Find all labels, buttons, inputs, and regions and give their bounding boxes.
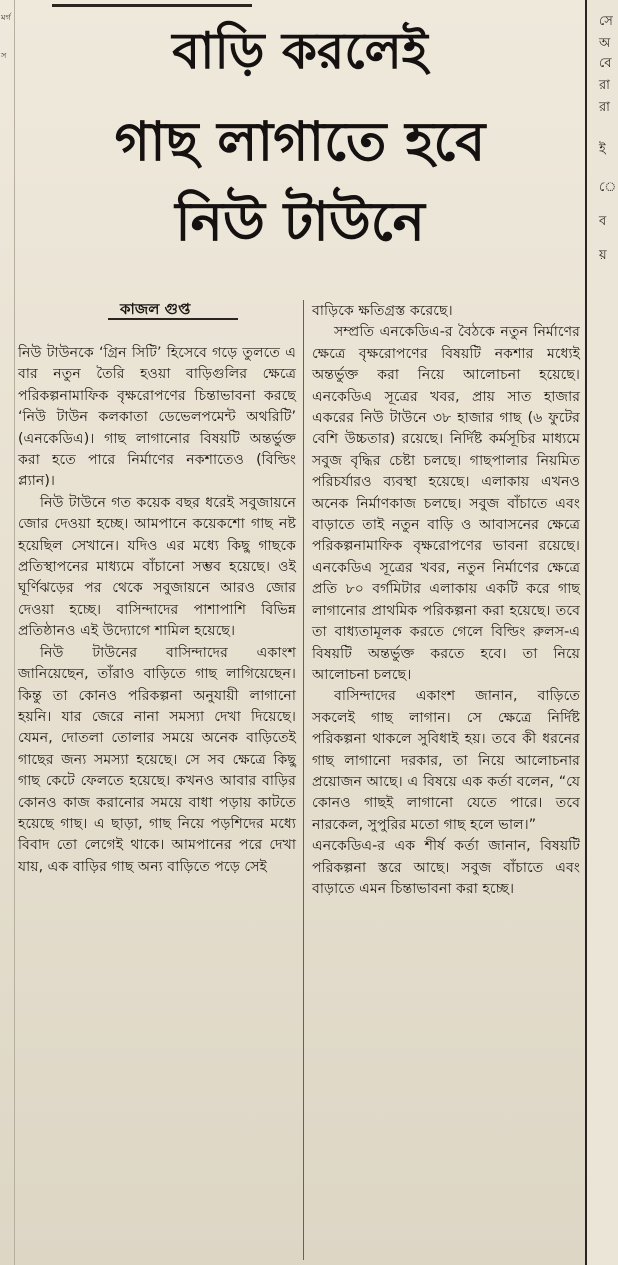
headline-line-2: গাছ লাগাতে হবে [114,110,486,173]
right-strip-fragment: য় [599,248,607,263]
paragraph: এনকেডিএ-র এক শীর্ষ কর্তা জানান, বিষয়টি পরিকল্পনা স্তরে আছে। সবুজ বাঁচাতে এবং বাড়াতে এমন চিন্তাভাবনা করা হচ্ছে। [312,838,580,897]
right-strip-fragment: সে [599,14,613,29]
left-strip-fragment: স [1,51,7,60]
right-strip-fragment: ে [599,180,617,195]
adjacent-column-left [0,0,15,1265]
paragraph: নিউ টাউনে গত কয়েক বছর ধরেই সবুজায়নে জোর দেওয়া হচ্ছে। আমপানে কয়েকশো গাছ নষ্ট হয়েছিল সেখানে। যদিও এর মধ্যে কিছু গাছকে প্রতিস্থাপনের মাধ্যমে বাঁচানো সম্ভব হয়েছে। ওই ঘূর্ণিঝড়ের পর থেকে সবুজায়নে আরও জোর দেওয়া হচ্ছে। বাসিন্দাদের পাশাপাশি বিভিন্ন প্রতিষ্ঠানও এই উদ্যোগে শামিল হয়েছে। [18,494,296,640]
article-column-left [18,343,296,878]
right-strip-fragment: ব [599,214,607,229]
right-strip-fragment: বে [599,56,612,71]
paragraph: বাসিন্দাদের একাংশ জানান, বাড়িতে সকলেই গাছ লাগান। সে ক্ষেত্রে নির্দিষ্ট পরিকল্পনা থাকলে সুবিধাই হয়। তবে কী ধরনের গাছ লাগানো দরকার, তা নিয়ে আলোচনার প্রয়োজন আছে। এ বিষয়ে এক কর্তা বলেন, “যে কোনও গাছই লাগানো যেতে পারে। তবে নারকেল, সুপুরির মতো গাছ হলে ভাল।” [312,688,580,833]
paragraph: নিউ টাউনের বাসিন্দাদের একাংশ জানিয়েছেন, তাঁরাও বাড়িতে গাছ লাগিয়েছেন। কিন্তু তা কোনও পরিকল্পনা অনুযায়ী লাগানো হয়নি। যার জেরে নানা সমস্যা দেখা দিয়েছে। যেমন, দোতলা তোলার সময়ে অনেক বাড়িতেই গাছের জন্য সমস্যা হয়েছে। সে সব ক্ষেত্রে কিছু গাছ কেটে ফেলতে হয়েছে। কখনও আবার বাড়ির কোনও কাজ করানোর সময়ে বাধা পড়ায় কাটতে হয়েছে গাছ। এ ছাড়া, গাছ নিয়ে পড়শিদের মধ্যে বিবাদ তো লেগেই থাকে। আমপানের পরে দেখা যায়, এক বাড়ির গাছ অন্য বাড়িতে পড়ে সেই [18,644,296,875]
byline: কাজল গুপ্ত [120,300,191,318]
top-rule [52,4,252,7]
headline-line-1: বাড়ি করলেই [172,22,428,80]
paragraph: নিউ টাউনকে ‘গ্রিন সিটি’ হিসেবে গড়ে তুলতে এ বার নতুন তৈরি হওয়া বাড়িগুলির ক্ষেত্রে পরিকল্পনামাফিক বৃক্ষরোপণের চিন্তাভাবনা করছে ‘নিউ টাউন কলকাতা ডেভেলপমেন্ট অথরিটি’ (এনকেডিএ)। গাছ লাগানোর বিষয়টি অন্তর্ভুক্ত করা হতে পারে নির্মাণের নকশাতেও (বিল্ডিং প্ল্যান)। [18,345,296,490]
article-column-right [312,301,580,900]
column-divider [303,300,304,1260]
headline-line-3: নিউ টাউনে [175,190,425,253]
right-strip-fragment: ই [599,142,606,157]
right-strip-fragment: অ [599,36,611,51]
right-strip-fragment: রা [599,78,610,93]
left-strip-fragment: মর্গ [1,13,11,22]
paragraph: বাড়িকে ক্ষতিগ্রস্ত করেছে। [312,303,453,319]
paragraph: সম্প্রতি এনকেডিএ-র বৈঠকে নতুন নির্মাণের ক্ষেত্রে বৃক্ষরোপণের বিষয়টি নকশার মধ্যেই অন্তর্ভুক্ত করা নিয়ে আলোচনা হয়েছে। এনকেডিএ সূত্রের খবর, প্রায় সাত হাজার একরের নিউ টাউনে ৩৮ হাজার গাছ (৬ ফুটের বেশি উচ্চতার) রয়েছে। নির্দিষ্ট কর্মসূচির মাধ্যমে সবুজ বৃদ্ধির চেষ্টা চলছে। গাছপালার নিয়মিত পরিচর্যারও ব্যবস্থা হয়েছে। এলাকায় এখনও অনেক নির্মাণকাজ চলছে। সবুজ বাঁচাতে এবং বাড়াতে তাই নতুন বাড়ি ও আবাসনের ক্ষেত্রে পরিকল্পনামাফিক বৃক্ষরোপণের ভাবনা রয়েছে। এনকেডিএ সূত্রের খবর, নতুন নির্মাণের ক্ষেত্রে প্রতি ৮০ বর্গমিটার এলাকায় একটি করে গাছ লাগানোর প্রাথমিক পরিকল্পনা করা হয়েছে। তবে তা বাধ্যতামূলক করতে গেলে বিল্ডিং রুলস-এ বিষয়টি অন্তর্ভুক্ত করতে হবে। তা নিয়ে আলোচনা চলছে। [312,324,580,683]
byline-rule [108,318,238,320]
right-strip-fragment: রা [599,100,610,115]
adjacent-column-right [585,0,618,1265]
